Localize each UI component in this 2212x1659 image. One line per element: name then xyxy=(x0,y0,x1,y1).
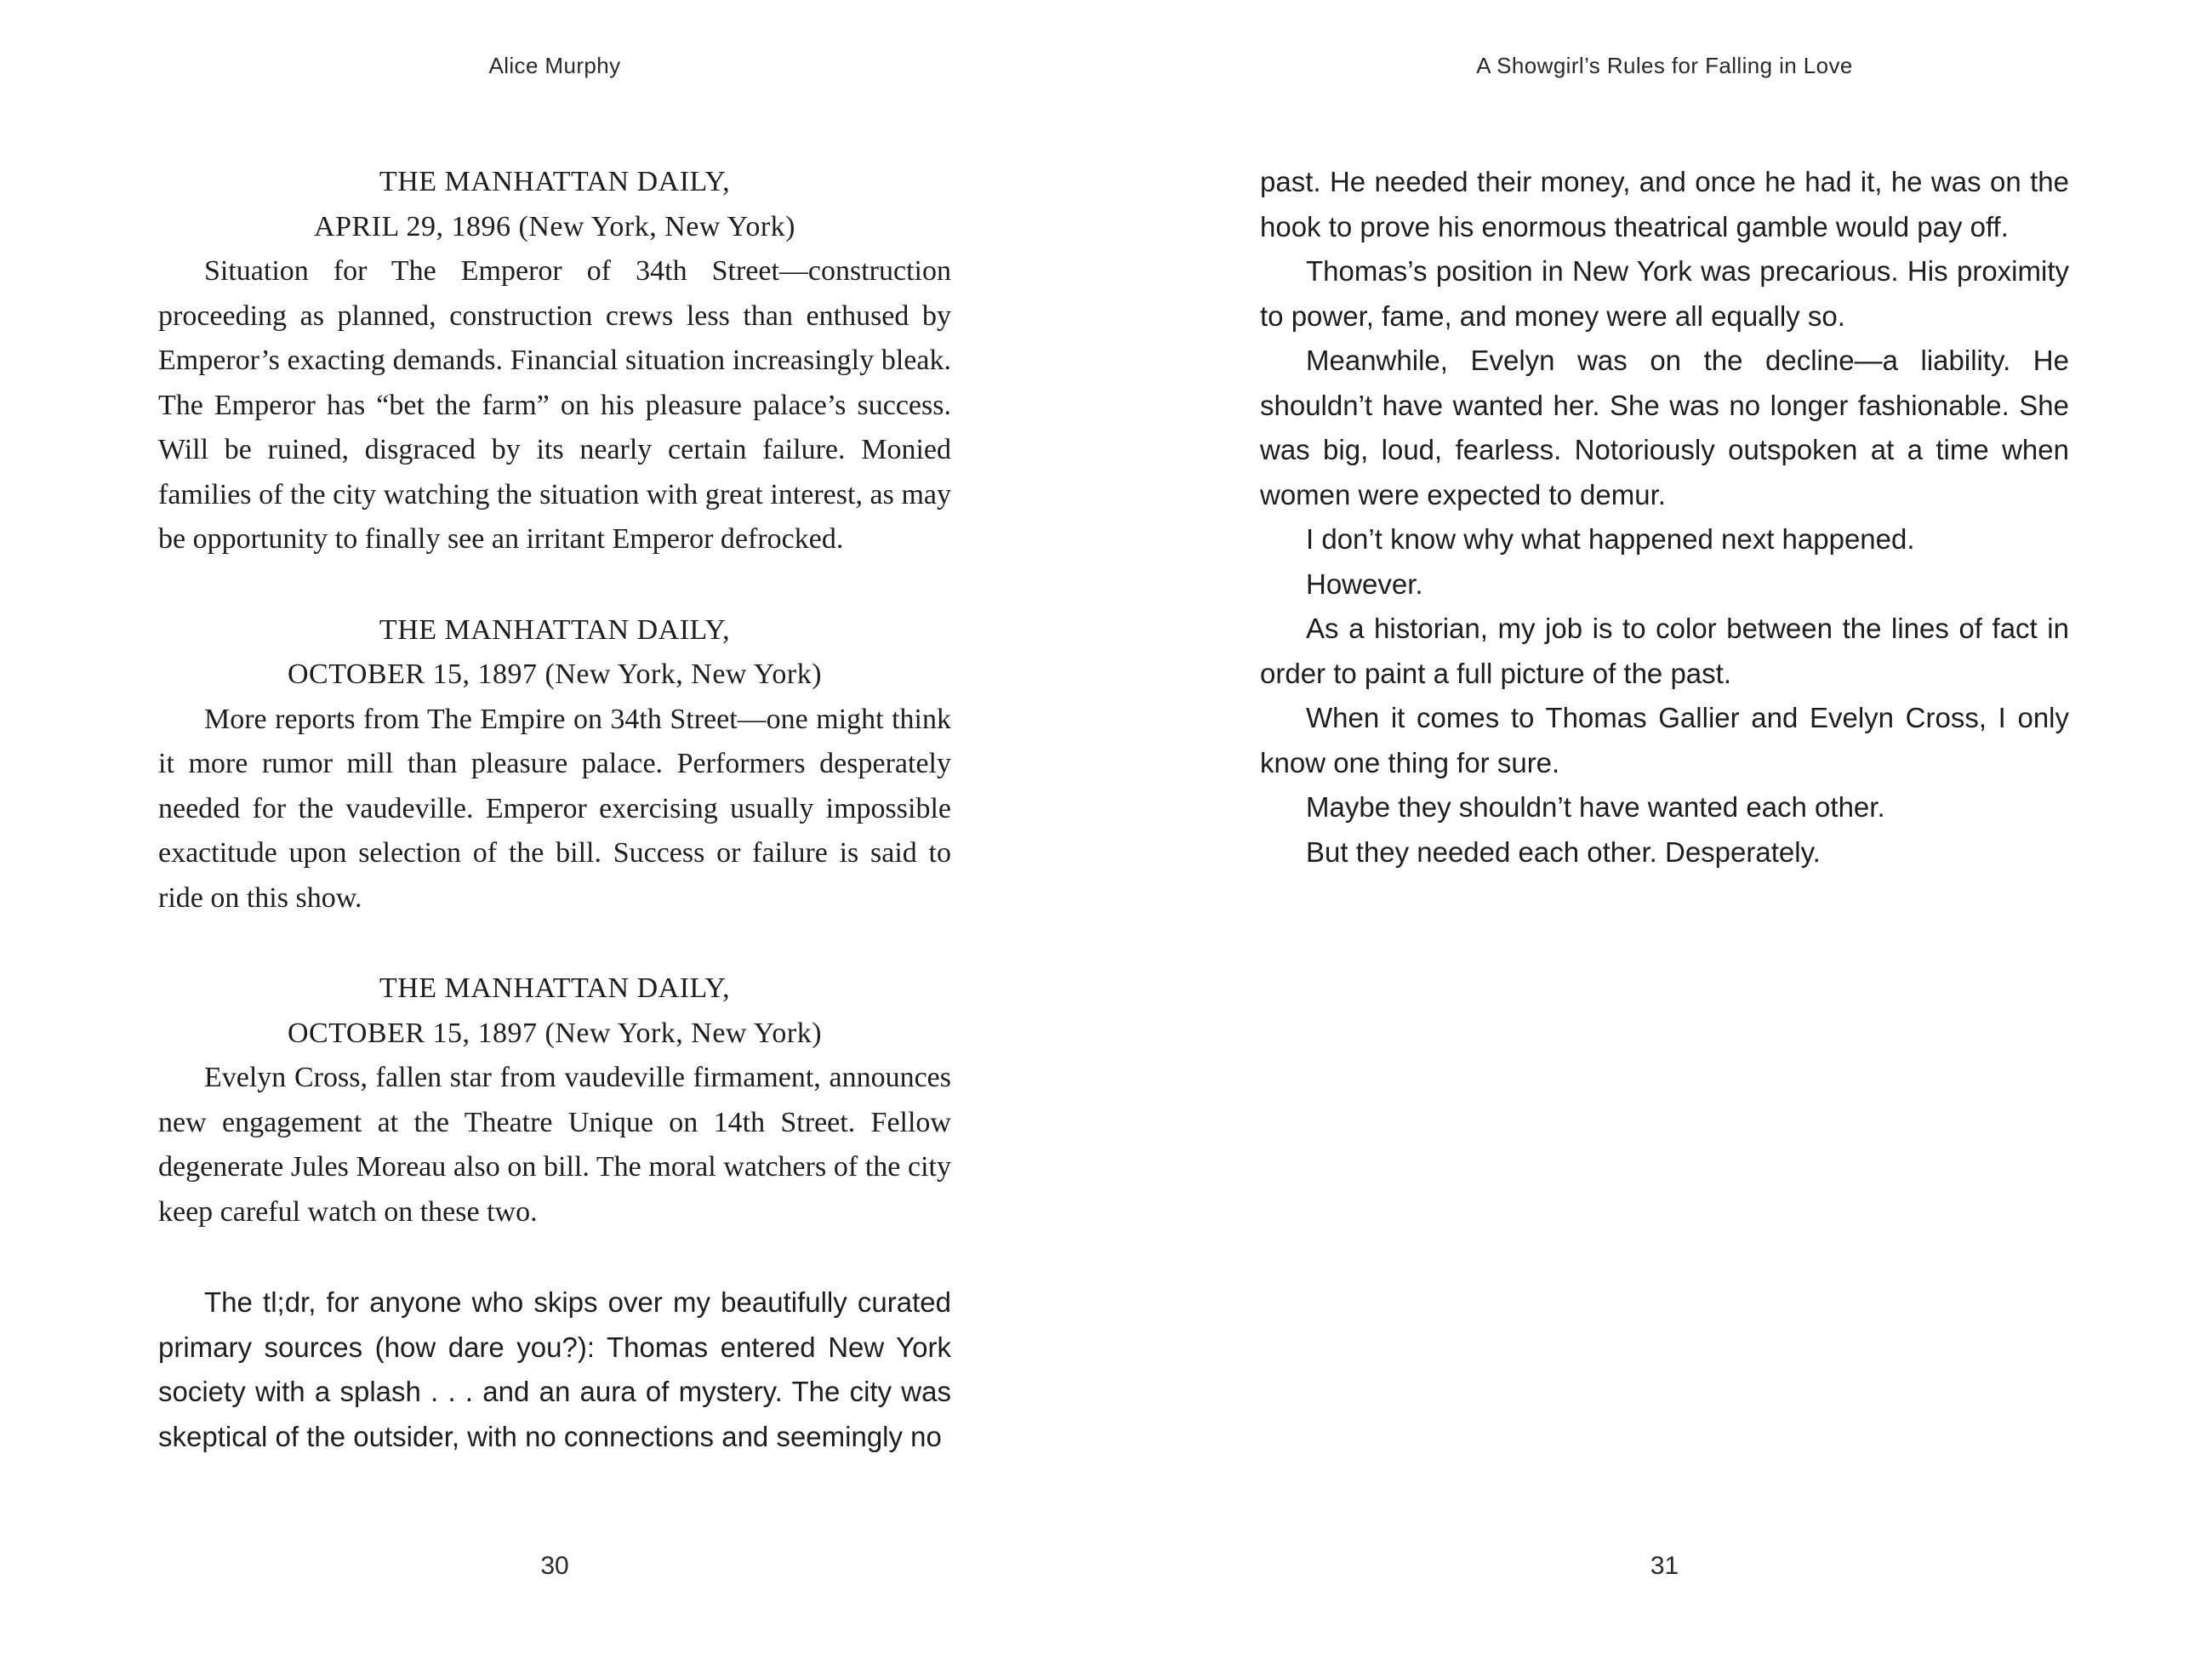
page-right xyxy=(1260,0,2069,1659)
newspaper-masthead: THE MANHATTAN DAILY, xyxy=(379,972,731,1004)
newspaper-excerpt-3 xyxy=(158,966,951,1234)
newspaper-body: Situation for The Emperor of 34th Street—construction proceeding as planned, construction crews less than enthused by Emperor’s exacting demands. Financial situation increasingly bleak. The Emperor has “bet the farm” on his pleasure palace’s success. Will be ruined, disgraced by its nearly certain failure. Monied families of the city watching the situation with great interest, as may be opportunity to finally see an irritant Emperor defrocked. xyxy=(158,255,951,555)
body-paragraph: But they needed each other. Desperately. xyxy=(1306,835,1821,868)
newspaper-excerpt-1 xyxy=(158,160,951,562)
body-paragraph: Meanwhile, Evelyn was on the decline—a liability. He shouldn’t have wanted her. She was no longer fashionable. She was big, loud, fearless. Notoriously outspoken at a time when women were expected to demur. xyxy=(1260,345,2069,510)
newspaper-body: More reports from The Empire on 34th Street—one might think it more rumor mill than pleasure palace. Performers desperately needed for the vaudeville. Emperor exercising usually impossible exactitude upon selection of the bill. Success or failure is said to ride on this show. xyxy=(158,703,951,914)
body-paragraph: As a historian, my job is to color between the lines of fact in order to paint a full picture of the past. xyxy=(1260,613,2069,689)
newspaper-masthead: THE MANHATTAN DAILY, xyxy=(379,166,731,197)
body-paragraph: When it comes to Thomas Gallier and Evelyn Cross, I only know one thing for sure. xyxy=(1260,702,2069,778)
newspaper-dateline: OCTOBER 15, 1897 (New York, New York) xyxy=(287,1017,823,1049)
body-paragraph: I don’t know why what happened next happened. xyxy=(1306,523,1915,555)
newspaper-dateline: OCTOBER 15, 1897 (New York, New York) xyxy=(287,658,823,690)
page-number-left: 30 xyxy=(540,1552,569,1580)
body-paragraph: Thomas’s position in New York was precarious. His proximity to power, fame, and money were all equally so. xyxy=(1260,255,2069,332)
running-head-book-title: A Showgirl’s Rules for Falling in Love xyxy=(1476,53,1853,78)
right-page-content xyxy=(1260,160,2069,875)
newspaper-body: Evelyn Cross, fallen star from vaudeville firmament, announces new engagement at the Theatre Unique on 14th Street. Fellow degenerate Jules Moreau also on bill. The moral watchers of the city keep careful watch on these two. xyxy=(158,1062,951,1228)
body-paragraph: However. xyxy=(1306,567,1423,600)
body-paragraph: past. He needed their money, and once he had it, he was on the hook to prove his enormous theatrical gamble would pay off. xyxy=(1260,166,2069,242)
body-paragraph: Maybe they shouldn’t have wanted each other. xyxy=(1306,791,1885,823)
page-number-right: 31 xyxy=(1650,1552,1679,1580)
narration-paragraph: The tl;dr, for anyone who skips over my beautifully curated primary sources (how dare you?): Thomas entered New York society with a splash . . . and an aura of mystery. The city was skeptical of the outsider, with no connections and seemingly no xyxy=(158,1286,951,1452)
newspaper-excerpt-2 xyxy=(158,608,951,921)
left-page-content xyxy=(158,160,951,1459)
page-left xyxy=(158,0,951,1659)
newspaper-dateline: APRIL 29, 1896 (New York, New York) xyxy=(314,210,795,242)
newspaper-masthead: THE MANHATTAN DAILY, xyxy=(379,613,731,646)
running-head-author: Alice Murphy xyxy=(488,53,621,78)
